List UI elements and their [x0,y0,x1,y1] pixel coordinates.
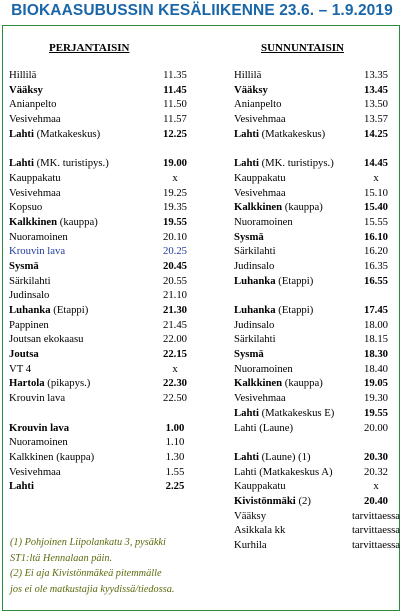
stop-name [9,332,84,347]
schedule-row [9,435,194,450]
footnote-line: ST1:ltä Hennalaan päin. [10,552,113,564]
stop-label: Särkilahti [234,333,276,346]
schedule-row [9,288,194,303]
stop-label: Krouvin lava [9,245,66,258]
schedule-row [234,244,400,259]
stop-label: Hillilä [234,69,262,81]
group-gap [234,141,400,156]
departure-time: 19.55 [363,406,389,419]
departure-time: 18.40 [363,362,389,375]
schedule-row [9,200,194,215]
stop-name [234,523,285,538]
stop-label: Nuoramoinen [234,362,293,375]
schedule-row [234,494,400,509]
group-gap [9,141,194,156]
departure-time: 18.00 [363,318,389,331]
footnote-line: (1) Pohjoinen Liipolankatu 3, pysäkki [10,537,166,548]
departure-time: 11.57 [163,113,187,126]
stop-name [234,127,325,142]
sunday-column [234,42,400,553]
stop-label: Luhanka [9,304,51,316]
stop-name [234,186,286,201]
stop-label: Vääksy [234,83,268,96]
schedule-row [234,376,400,391]
friday-rows [9,68,194,494]
departure-time: 1.55 [165,465,185,478]
schedule-row [234,200,400,215]
departure-time: 16.10 [363,230,389,243]
stop-name [9,259,39,274]
schedule-row [9,347,194,362]
stop-name [234,509,266,524]
stop-label: Judinsalo [234,318,275,331]
schedule-row [9,465,194,480]
stop-label: Lahti [9,480,34,493]
schedule-row [9,83,194,98]
departure-time: 19.00 [162,157,188,170]
departure-time: 20.40 [363,494,389,507]
departure-time: tarvittaessa [351,524,401,537]
stop-name [234,479,286,494]
footnote-line: jos ei ole matkustajia kyydissä/tiedossa. [10,583,175,595]
stop-name [9,391,65,406]
departure-time: 18.30 [363,348,389,361]
stop-name [9,83,43,98]
departure-time: 15.55 [363,215,389,228]
stop-name [234,112,286,127]
departure-time: 20.55 [162,274,188,287]
friday-column [9,42,194,494]
departure-time: 19.55 [162,215,188,228]
departure-time: 16.20 [363,245,389,258]
departure-time: 21.10 [162,289,188,302]
schedule-row [234,68,400,83]
stop-name [9,244,65,259]
schedule-row [234,303,400,318]
schedule-row [234,479,400,494]
stop-detail: (MK. turistipys.) [33,157,109,170]
departure-time: 19.30 [363,392,389,405]
stop-label: Judinsalo [234,259,275,272]
stop-label: Kivistönmäki [234,494,296,507]
stop-name [234,230,264,245]
schedule-row [234,156,400,171]
departure-time: 16.35 [363,259,389,272]
stop-name [234,347,264,362]
schedule-row [9,68,194,83]
stop-label: Vesivehmaa [234,392,286,405]
stop-name [9,171,61,186]
departure-time: 11.35 [163,69,187,81]
stop-name [234,83,268,98]
departure-time: 1.10 [165,436,185,449]
schedule-row [9,421,194,436]
schedule-row [234,465,400,480]
stop-name [234,391,286,406]
schedule-row [234,215,400,230]
stop-label: Hartola [9,377,45,390]
schedule-row [234,362,400,377]
stop-label: Vesivehmaa [234,113,286,126]
stop-name [9,303,88,318]
schedule-row [9,376,194,391]
stop-name [9,479,34,494]
stop-label: Lahti [234,450,259,463]
stop-name [234,215,293,230]
stop-name [9,97,57,112]
stop-label: Luhanka [234,274,276,287]
stop-detail: (Matkakeskus E) [258,406,335,419]
stop-detail: (kauppa) [282,201,323,214]
stop-name [9,200,42,215]
schedule-row [234,347,400,362]
stop-label: Lahti (Laune) [234,421,294,434]
schedule-row [9,274,194,289]
schedule-row [234,186,400,201]
schedule-row [9,97,194,112]
schedule-row [9,186,194,201]
stop-name [234,494,311,509]
stop-label: Kalkkinen [9,215,58,228]
footnotes [10,535,174,597]
stop-name [234,421,293,436]
stop-label: Sysmä [234,348,264,361]
departure-time: 22.50 [162,392,188,405]
stop-label: Särkilahti [9,274,51,287]
departure-time: 19.25 [162,186,188,199]
group-gap [234,435,400,450]
departure-time: 17.45 [363,304,389,316]
schedule-row [9,127,194,142]
schedule-row [9,112,194,127]
schedule-row [9,318,194,333]
departure-time: 11.45 [163,83,187,96]
stop-name [9,421,69,436]
stop-name [234,259,274,274]
stop-label: Lahti [9,157,34,170]
departure-time: 1.00 [165,421,185,434]
departure-time: 2.25 [165,480,185,493]
stop-label: Kopsuo [9,201,43,214]
stop-label: Luhanka [234,304,276,316]
stop-name [9,465,61,480]
schedule-row [234,332,400,347]
schedule-row [9,230,194,245]
stop-detail: (2) [295,494,311,507]
stop-name [234,97,282,112]
stop-name [9,230,68,245]
departure-time: 22.15 [162,348,188,361]
stop-name [234,200,323,215]
departure-time: 20.25 [162,245,188,258]
schedule-row [234,83,400,98]
schedule-row [9,244,194,259]
stop-label: Krouvin lava [9,392,66,405]
stop-name [234,318,274,333]
schedule-row [234,509,400,524]
schedule-row [9,259,194,274]
stop-label: Nuoramoinen [234,215,293,228]
stop-label: Lahti [9,127,34,140]
stop-label: VT 4 [9,362,32,375]
stop-label: Lahti (Matkakeskus A) [234,465,333,478]
stop-label: Asikkala kk [234,524,286,537]
departure-time: 20.45 [162,259,188,272]
stop-label: Vesivehmaa [9,465,61,478]
stop-label: Vääksy [9,83,43,96]
schedule-row [234,523,400,538]
stop-name [234,362,293,377]
sunday-rows [234,68,400,553]
departure-time: 15.40 [363,201,389,214]
stop-name [234,376,323,391]
group-gap [9,406,194,421]
stop-name [234,303,313,318]
stop-name [9,127,100,142]
departure-time: 20.10 [162,230,188,243]
stop-label: Vesivehmaa [234,186,286,199]
stop-detail: (kauppa) [57,215,98,228]
schedule-row [9,332,194,347]
stop-detail: (Etappi) [275,274,314,287]
stop-name [234,450,311,465]
departure-time: 20.30 [363,450,389,463]
schedule-row [234,391,400,406]
departure-time: 14.25 [363,127,389,140]
stop-label: Joutsa [9,348,39,361]
departure-time: 20.00 [363,421,389,434]
departure-time: x [172,362,178,375]
stop-label: Sysmä [9,259,39,272]
stop-label: Särkilahti [234,245,276,258]
stop-name [9,347,39,362]
schedule-row [9,171,194,186]
schedule-row [234,421,400,436]
friday-heading: PERJANTAISIN [49,42,130,54]
schedule-row [234,318,400,333]
stop-label: Lahti [234,157,259,170]
stop-name [9,215,98,230]
stop-label: Kauppakatu [234,480,286,493]
schedule-row [9,362,194,377]
stop-label: Kalkkinen (kauppa) [9,450,95,463]
stop-name [234,244,276,259]
departure-time: 1.30 [165,450,185,463]
stop-name [234,156,334,171]
stop-label: Sysmä [234,230,264,243]
stop-name [9,156,109,171]
schedule-row [234,112,400,127]
stop-detail: (Laune) (1) [258,450,311,463]
stop-label: Pappinen [9,318,49,331]
stop-name [9,450,94,465]
schedule-row [9,479,194,494]
stop-label: Kalkkinen [234,377,283,390]
stop-name [234,68,261,83]
schedule-row [9,450,194,465]
stop-detail: (Matkakeskus) [258,127,326,140]
schedule-row [234,259,400,274]
stop-label: Lahti [234,406,259,419]
departure-time: 21.45 [162,318,188,331]
stop-detail: (Matkakeskus) [33,127,101,140]
stop-detail: (pikapys.) [44,377,91,390]
stop-name [9,435,68,450]
stop-name [234,171,286,186]
stop-name [9,362,31,377]
stop-label: Kalkkinen [234,201,283,214]
stop-name [9,274,51,289]
departure-time: 19.05 [363,377,389,390]
stop-detail: (MK. turistipys.) [258,157,334,170]
schedule-row [234,274,400,289]
departure-time: x [373,171,379,184]
stop-label: Kauppakatu [234,171,286,184]
stop-label: Vesivehmaa [9,113,61,126]
departure-time: x [373,480,379,493]
stop-label: Vääksy [234,509,267,522]
sunday-heading: SUNNUNTAISIN [261,42,344,54]
departure-time: tarvittaessa [351,509,401,522]
stop-detail: (kauppa) [282,377,323,390]
stop-name [234,406,334,421]
stop-label: Krouvin lava [9,421,70,434]
departure-time: 13.57 [363,113,389,126]
stop-name [234,465,333,480]
departure-time: 13.35 [363,69,389,81]
stop-label: Nuoramoinen [9,230,68,243]
schedule-row [234,450,400,465]
schedule-row [234,127,400,142]
stop-detail: (Etappi) [50,304,89,316]
departure-time: x [172,171,178,184]
stop-label: Joutsan ekokaasu [9,333,84,346]
stop-name [9,112,61,127]
schedule-row [9,303,194,318]
stop-name [9,318,49,333]
departure-time: 11.50 [163,98,187,111]
departure-time: 12.25 [162,127,188,140]
stop-label: Anianpelto [9,98,57,111]
stop-label: Vesivehmaa [9,186,61,199]
stop-label: Nuoramoinen [9,436,68,449]
schedule-row [234,538,400,553]
departure-time: 13.50 [363,98,389,111]
departure-time: 19.35 [162,201,188,214]
schedule-row [9,215,194,230]
departure-time: 21.30 [162,304,188,316]
departure-time: tarvittaessa [351,539,401,551]
footnote-line: (2) Ei aja Kivistönmäkeä pitemmälle [10,568,162,579]
page-title: BIOKAASUBUSSIN KESÄLIIKENNE 23.6. – 1.9.2019 [11,2,393,19]
stop-name [9,288,49,303]
schedule-row [234,171,400,186]
departure-time: 18.15 [363,333,389,346]
stop-name [9,376,90,391]
stop-label: Anianpelto [234,98,282,111]
departure-time: 22.00 [162,333,188,346]
stop-name [234,274,313,289]
stop-detail: (Etappi) [275,304,314,316]
stop-label: Kauppakatu [9,171,61,184]
schedule-row [234,406,400,421]
departure-time: 13.45 [363,83,389,96]
stop-name [234,538,267,553]
schedule-row [234,97,400,112]
departure-time: 20.32 [363,465,389,478]
stop-name [234,332,276,347]
departure-time: 14.45 [363,157,389,170]
stop-name [9,68,36,83]
schedule-row [234,230,400,245]
departure-time: 22.30 [162,377,188,390]
stop-name [9,186,61,201]
stop-label: Lahti [234,127,259,140]
stop-label: Kurhila [234,539,267,551]
departure-time: 15.10 [363,186,389,199]
schedule-row [9,391,194,406]
stop-label: Judinsalo [9,289,50,302]
schedule-row [9,156,194,171]
group-gap [234,288,400,303]
departure-time: 16.55 [363,274,389,287]
stop-label: Hillilä [9,69,37,81]
